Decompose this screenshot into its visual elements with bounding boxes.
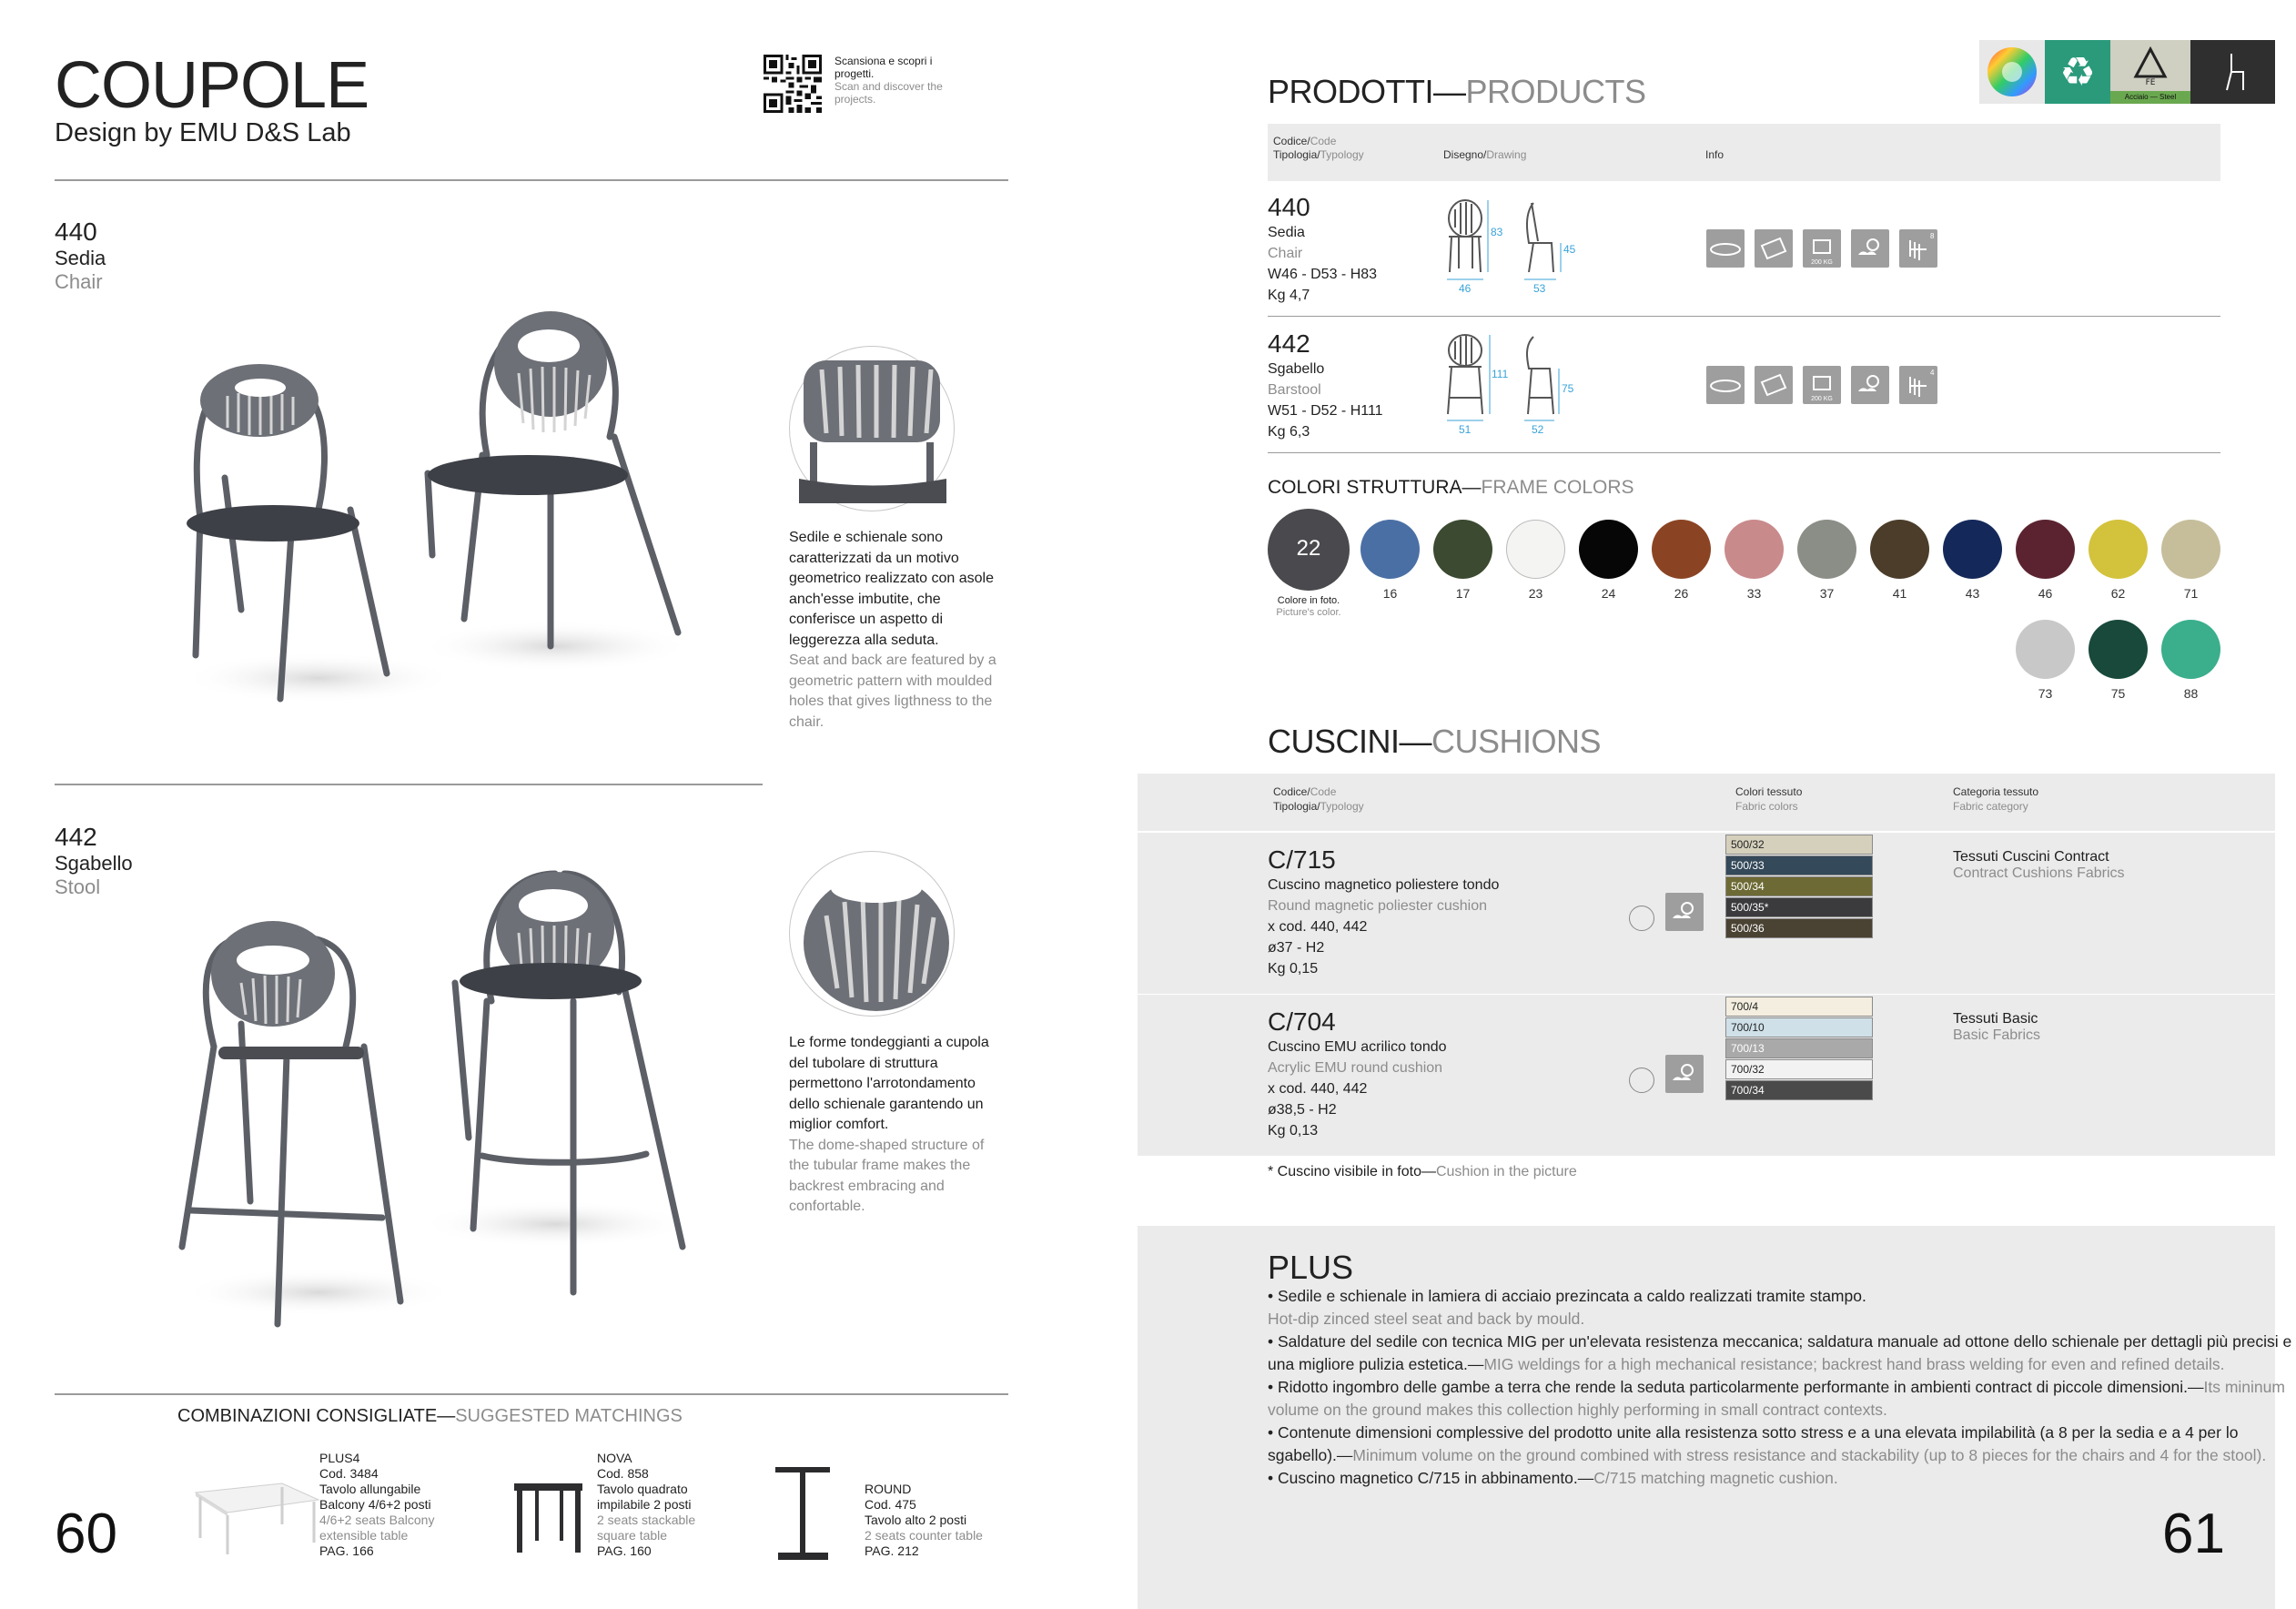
- header-type-it: Tipologia/: [1273, 148, 1320, 161]
- matching-desc-en: 2 seats stackable square table: [597, 1513, 696, 1543]
- outdoor-weather-icon: [1665, 1055, 1704, 1093]
- divider: [55, 179, 1008, 181]
- frame-color-code: 23: [1528, 586, 1543, 601]
- matching-code: Cod. 858: [597, 1466, 649, 1481]
- steel-recycling-icon: [2110, 40, 2190, 104]
- fabric-color-row[interactable]: 500/34: [1725, 876, 1873, 896]
- frame-color-code: 88: [2183, 686, 2199, 701]
- stool-description: [789, 1033, 1007, 1218]
- products-table-header: [1268, 124, 2220, 181]
- plus-item: [1268, 1285, 2296, 1331]
- product-code: 440: [1268, 193, 1310, 221]
- svg-text:200 KG: 200 KG: [1811, 259, 1833, 266]
- steel-label: Acciaio — Steel: [2110, 91, 2190, 104]
- product-code: 442: [55, 823, 97, 851]
- matching-nova: [597, 1451, 715, 1559]
- fabric-color-row[interactable]: 700/13: [1725, 1038, 1873, 1058]
- products-title-en: PRODUCTS: [1465, 73, 1646, 110]
- fabric-color-row[interactable]: 500/32: [1725, 835, 1873, 855]
- product-name-en: Chair: [1268, 246, 1303, 261]
- matchings-title-it: COMBINAZIONI CONSIGLIATE: [177, 1406, 438, 1426]
- dim-seat-height: 75: [1562, 382, 1574, 395]
- frame-color-code: 62: [2110, 586, 2126, 601]
- cushion-note-en: Cushion in the picture: [1435, 1164, 1577, 1179]
- frame-color-swatch[interactable]: [2161, 520, 2220, 579]
- cushion-for: x cod. 440, 442: [1268, 919, 1368, 935]
- frame-color-code: 46: [2038, 586, 2053, 601]
- cushion-name-en: Round magnetic poliester cushion: [1268, 898, 1488, 914]
- magnet-icon: [1629, 906, 1654, 931]
- recycle-icon: [2045, 40, 2110, 104]
- stackable-icon: [1899, 229, 1937, 268]
- product-name-it: Sedia: [55, 246, 106, 269]
- cushion-category-en: Contract Cushions Fabrics: [1953, 865, 2125, 881]
- product-weight: Kg 4,7: [1268, 288, 1310, 303]
- cushion-size: ø38,5 - H2: [1268, 1102, 1337, 1118]
- featured-color-label-it: Colore in foto.: [1277, 595, 1340, 606]
- product-label-442: [55, 824, 133, 899]
- product-name-en: Chair: [55, 269, 103, 293]
- page-number-right: 61: [2162, 1503, 2225, 1565]
- magnet-icon: [1629, 1068, 1654, 1093]
- chair-description-en: Seat and back are featured by a geometric pattern with moulded holes that gives ligthness to the chair.: [789, 653, 996, 730]
- product-name-en: Stool: [55, 875, 101, 898]
- matching-desc-it: Tavolo quadrato impilabile 2 posti: [597, 1482, 692, 1512]
- product-row-440: [1268, 193, 1377, 306]
- plus-item: • Contenute dimensioni complessive del prodotto unite alla resistenza sotto stress e a una elevata impilabilità (a 8 per la sedia e a 4 per lo sgabello).—Minimum volume on the ground combined with stress resistance and stackability (up to 8 pieces for the chairs and 4 for the stool).: [1268, 1423, 2267, 1464]
- chair-technical-drawing: [1433, 196, 1615, 296]
- ch-colors-it: Colori tessuto: [1735, 785, 1803, 798]
- featured-color-label-en: Picture's color.: [1276, 607, 1341, 618]
- products-title-it: PRODOTTI: [1268, 73, 1433, 110]
- cushion-category-it: Tessuti Cuscini Contract: [1953, 849, 2109, 865]
- frame-color-swatch[interactable]: [2089, 620, 2148, 679]
- fabric-color-row[interactable]: 500/33: [1725, 855, 1873, 875]
- chair-photo: [137, 309, 710, 710]
- stool-description-en: The dome-shaped structure of the tubular frame makes the backrest embracing and confortable.: [789, 1137, 985, 1214]
- qr-caption-en: Scan and discover the projects.: [834, 80, 943, 106]
- frame-color-code: 17: [1455, 586, 1471, 601]
- frame-color-code: 71: [2183, 586, 2199, 601]
- plus-item: • Cuscino magnetico C/715 in abbinamento.—C/715 matching magnetic cushion.: [1268, 1469, 1838, 1487]
- product-label-440: [55, 218, 106, 294]
- dim-width: 51: [1459, 423, 1472, 436]
- stool-description-it: Le forme tondeggianti a cupola del tubolare di struttura permettono l'arrotondamento dello schienale garantendo un miglior comfort.: [789, 1035, 989, 1132]
- dim-height: 83: [1491, 226, 1503, 238]
- plus-item-en: MIG weldings for a high mechanical resistance; backrest hand brass welding for even and refined details.: [1483, 1355, 2225, 1373]
- product-code: 442: [1268, 329, 1310, 358]
- ch-code-en: Code: [1310, 785, 1337, 798]
- product-row-442: [1268, 329, 1383, 442]
- product-info-icons-440: [1706, 229, 1943, 270]
- frame-colors-title-en: FRAME COLORS: [1481, 477, 1634, 498]
- dim-width: 46: [1459, 282, 1472, 295]
- cushion-row-c715: [1138, 833, 2275, 994]
- matching-round: [865, 1482, 983, 1559]
- fabric-color-row[interactable]: 700/4: [1725, 997, 1873, 1017]
- matching-desc-en: 4/6+2 seats Balcony extensible table: [319, 1513, 435, 1543]
- product-dimensions: W46 - D53 - H83: [1268, 267, 1378, 282]
- cushion-row-c704: [1138, 995, 2275, 1156]
- header-drawing-en: Drawing: [1486, 148, 1527, 161]
- divider: [1268, 316, 2220, 317]
- frame-color-swatch[interactable]: [1579, 520, 1638, 579]
- matching-desc-it: Tavolo alto 2 posti: [865, 1513, 967, 1527]
- frame-color-code: 26: [1674, 586, 1689, 601]
- cushion-note-it: * Cuscino visibile in foto: [1268, 1164, 1421, 1179]
- frame-color-swatch[interactable]: [1433, 520, 1492, 579]
- seat-shape-icon: [1706, 366, 1745, 404]
- weight-load-icon: [1803, 366, 1841, 404]
- frame-colors-title: COLORI STRUTTURA—FRAME COLORS: [1268, 477, 1634, 498]
- featured-color-code: 22: [1296, 536, 1321, 561]
- outdoor-weather-icon: [1851, 366, 1889, 404]
- stool-photo: [137, 865, 710, 1338]
- cushions-title: CUSCINI—CUSHIONS: [1268, 723, 1602, 760]
- outdoor-weather-icon: [1665, 893, 1704, 931]
- qr-code[interactable]: [764, 55, 822, 113]
- cushion-for: x cod. 440, 442: [1268, 1081, 1368, 1097]
- frame-colors-title-it: COLORI STRUTTURA: [1268, 477, 1462, 498]
- frame-color-code: 41: [1892, 586, 1907, 601]
- frame-color-swatch[interactable]: [2016, 520, 2075, 579]
- plus-section: [1138, 1226, 2292, 1609]
- plus4-table-image[interactable]: [187, 1474, 323, 1556]
- featured-color-caption: [1268, 595, 1350, 619]
- product-code: 440: [55, 218, 97, 246]
- header-drawing-it: Disegno/: [1443, 148, 1487, 161]
- zinc-coating-icon: [1755, 366, 1793, 404]
- stackable-icon: [1899, 366, 1937, 404]
- frame-color-swatch[interactable]: [2016, 620, 2075, 679]
- frame-color-swatch[interactable]: [1797, 520, 1856, 579]
- matchings-title: COMBINAZIONI CONSIGLIATE—SUGGESTED MATCHINGS: [177, 1406, 683, 1426]
- stool-technical-drawing: [1433, 332, 1615, 437]
- plus-item-it: • Cuscino magnetico C/715 in abbinamento.: [1268, 1469, 1578, 1487]
- dim-seat-height: 45: [1563, 243, 1576, 256]
- matching-desc-it: Tavolo allungabile Balcony 4/6+2 posti: [319, 1482, 431, 1512]
- matching-page: PAG. 160: [597, 1543, 652, 1558]
- matching-code: Cod. 475: [865, 1497, 916, 1512]
- frame-color-code: 73: [2038, 686, 2053, 701]
- matching-plus4: [319, 1451, 456, 1559]
- plus-item-en: C/715 matching magnetic cushion.: [1593, 1469, 1838, 1487]
- matchings-title-en: SUGGESTED MATCHINGS: [455, 1406, 683, 1426]
- header-code-en: Code: [1310, 135, 1337, 147]
- fabric-color-row[interactable]: 700/34: [1725, 1080, 1873, 1100]
- plus-item: • Saldature del sedile con tecnica MIG per un'elevata resistenza meccanica; saldatura manuale ad ottone dello schienale per dettagli più precisi e una migliore pulizia estetica.—MIG weldings for a high mechanical resistance; backrest hand brass welding for even and refined details.: [1268, 1332, 2292, 1373]
- chair-outline-icon: [2190, 40, 2275, 104]
- round-table-image[interactable]: [764, 1465, 842, 1563]
- plus-item-en: Hot-dip zinced steel seat and back by mould.: [1268, 1310, 1585, 1328]
- cushion-note: * Cuscino visibile in foto—Cushion in the picture: [1268, 1164, 1577, 1179]
- cushion-weight: Kg 0,15: [1268, 961, 1319, 977]
- frame-color-swatch[interactable]: [1725, 520, 1784, 579]
- collection-title: COUPOLE: [55, 49, 369, 122]
- outdoor-weather-icon: [1851, 229, 1889, 268]
- plus-title: PLUS: [1268, 1249, 1354, 1286]
- frame-color-code: 33: [1746, 586, 1762, 601]
- designer-subtitle: Design by EMU D&S Lab: [55, 118, 351, 147]
- seat-shape-icon: [1706, 229, 1745, 268]
- nova-table-image[interactable]: [510, 1474, 587, 1556]
- product-name-en: Barstool: [1268, 382, 1321, 398]
- ch-code-it: Codice/: [1273, 785, 1310, 798]
- cushion-name-it: Cuscino magnetico poliestere tondo: [1268, 877, 1500, 893]
- cushion-category-en: Basic Fabrics: [1953, 1027, 2041, 1043]
- frame-color-swatch[interactable]: [2161, 620, 2220, 679]
- ch-cat-it: Categoria tessuto: [1953, 785, 2039, 798]
- seat-detail-photo: [789, 346, 955, 511]
- cushions-title-en: CUSHIONS: [1431, 723, 1602, 760]
- ch-type-it: Tipologia/: [1273, 800, 1320, 813]
- cushions-title-it: CUSCINI: [1268, 723, 1400, 760]
- plus-item-en: Its mininum volume on the ground makes this collection highly performing in small contract contexts.: [1268, 1378, 2285, 1419]
- cushion-size: ø37 - H2: [1268, 940, 1325, 956]
- product-dimensions: W51 - D52 - H111: [1268, 403, 1383, 419]
- fabric-color-row[interactable]: 500/35*: [1725, 897, 1873, 917]
- frame-color-code: 37: [1819, 586, 1835, 601]
- frame-color-swatch[interactable]: [2089, 520, 2148, 579]
- product-info-icons-442: [1706, 366, 1943, 407]
- fabric-color-row[interactable]: 700/10: [1725, 1017, 1873, 1037]
- frame-color-code: 43: [1965, 586, 1980, 601]
- page-number-left: 60: [55, 1503, 117, 1565]
- fabric-color-row[interactable]: 700/32: [1725, 1059, 1873, 1079]
- cushion-name-en: Acrylic EMU round cushion: [1268, 1060, 1443, 1076]
- frame-color-code: 24: [1601, 586, 1616, 601]
- svg-text:♻: ♻: [2059, 49, 2096, 96]
- matching-desc-en: 2 seats counter table: [865, 1528, 983, 1543]
- header-type-en: Typology: [1320, 148, 1364, 161]
- divider: [55, 784, 763, 785]
- frame-color-swatch[interactable]: [1870, 520, 1929, 579]
- plus-item-en: Minimum volume on the ground combined with stress resistance and stackability (up to 8 pieces for the chairs and 4 for the stool).: [1352, 1446, 2267, 1464]
- frame-color-swatch[interactable]: [1506, 520, 1565, 579]
- frame-color-code: 75: [2110, 686, 2126, 701]
- svg-text:4: 4: [1930, 369, 1935, 377]
- cushion-weight: Kg 0,13: [1268, 1123, 1319, 1138]
- fabric-color-row[interactable]: 500/36: [1725, 918, 1873, 938]
- matching-page: PAG. 212: [865, 1543, 919, 1558]
- header-info: Info: [1705, 148, 1725, 161]
- divider: [55, 1393, 1008, 1395]
- header-code-it: Codice/: [1273, 135, 1310, 147]
- product-name-it: Sgabello: [1268, 361, 1325, 377]
- cushion-category-it: Tessuti Basic: [1953, 1011, 2038, 1027]
- dim-height: 111: [1492, 368, 1509, 380]
- frame-color-swatch[interactable]: [1943, 520, 2002, 579]
- product-weight: Kg 6,3: [1268, 424, 1310, 440]
- chair-description: [789, 528, 1007, 733]
- frame-color-swatch[interactable]: [1360, 520, 1420, 579]
- plus-item-it: • Sedile e schienale in lamiera di acciaio prezincata a caldo realizzati tramite stampo.: [1268, 1287, 1866, 1305]
- matching-name: PLUS4: [319, 1451, 360, 1465]
- divider: [1268, 452, 2220, 453]
- cushion-code: C/704: [1268, 1007, 1336, 1036]
- qr-caption: [834, 55, 944, 106]
- plus-item-it: • Saldature del sedile con tecnica MIG per un'elevata resistenza meccanica; saldatura manuale ad ottone dello schienale per dettagli più precisi e una migliore pulizia estetica.: [1268, 1332, 2292, 1373]
- dim-depth: 52: [1532, 423, 1544, 436]
- ch-cat-en: Fabric category: [1953, 800, 2028, 813]
- svg-text:8: 8: [1930, 232, 1935, 240]
- matching-name: ROUND: [865, 1482, 912, 1496]
- matching-name: NOVA: [597, 1451, 632, 1465]
- frame-color-code: 16: [1382, 586, 1398, 601]
- plus-item: • Ridotto ingombro delle gambe a terra che rende la seduta particolarmente performante in ambienti contract di piccole dimensioni.—Its mininum volume on the ground makes this collection highly performing in small contract contexts.: [1268, 1378, 2285, 1419]
- products-title: PRODOTTI—PRODUCTS: [1268, 73, 1646, 110]
- ch-type-en: Typology: [1320, 800, 1364, 813]
- cushions-table-header: [1138, 774, 2275, 831]
- qr-caption-it: Scansiona e scopri i progetti.: [834, 55, 933, 80]
- frame-color-swatch[interactable]: [1652, 520, 1711, 579]
- chair-description-it: Sedile e schienale sono caratterizzati da un motivo geometrico realizzato con asole anch'esse imbutite, che conferisce un aspetto di leggerezza alla seduta.: [789, 530, 995, 648]
- cushion-code: C/715: [1268, 845, 1336, 874]
- fe-label: FE: [2145, 78, 2156, 87]
- backrest-detail-photo: [789, 851, 955, 1017]
- svg-text:200 KG: 200 KG: [1811, 396, 1833, 402]
- product-name-it: Sgabello: [55, 851, 133, 875]
- product-name-it: Sedia: [1268, 225, 1305, 240]
- plus-item-it: • Contenute dimensioni complessive del prodotto unite alla resistenza sotto stress e a una elevata impilabilità (a 8 per la sedia e a 4 per lo sgabello).: [1268, 1423, 2239, 1464]
- cushion-name-it: Cuscino EMU acrilico tondo: [1268, 1039, 1447, 1055]
- featured-color-swatch[interactable]: [1268, 509, 1350, 591]
- dim-depth: 53: [1533, 282, 1546, 295]
- color-wheel-icon: [1979, 40, 2045, 104]
- matching-code: Cod. 3484: [319, 1466, 379, 1481]
- matching-page: PAG. 166: [319, 1543, 374, 1558]
- plus-item-it: • Ridotto ingombro delle gambe a terra che rende la seduta particolarmente performante in ambienti contract di piccole dimensioni.: [1268, 1378, 2188, 1396]
- ch-colors-en: Fabric colors: [1735, 800, 1798, 813]
- weight-load-icon: [1803, 229, 1841, 268]
- plus-list: [1268, 1285, 2296, 1490]
- zinc-coating-icon: [1755, 229, 1793, 268]
